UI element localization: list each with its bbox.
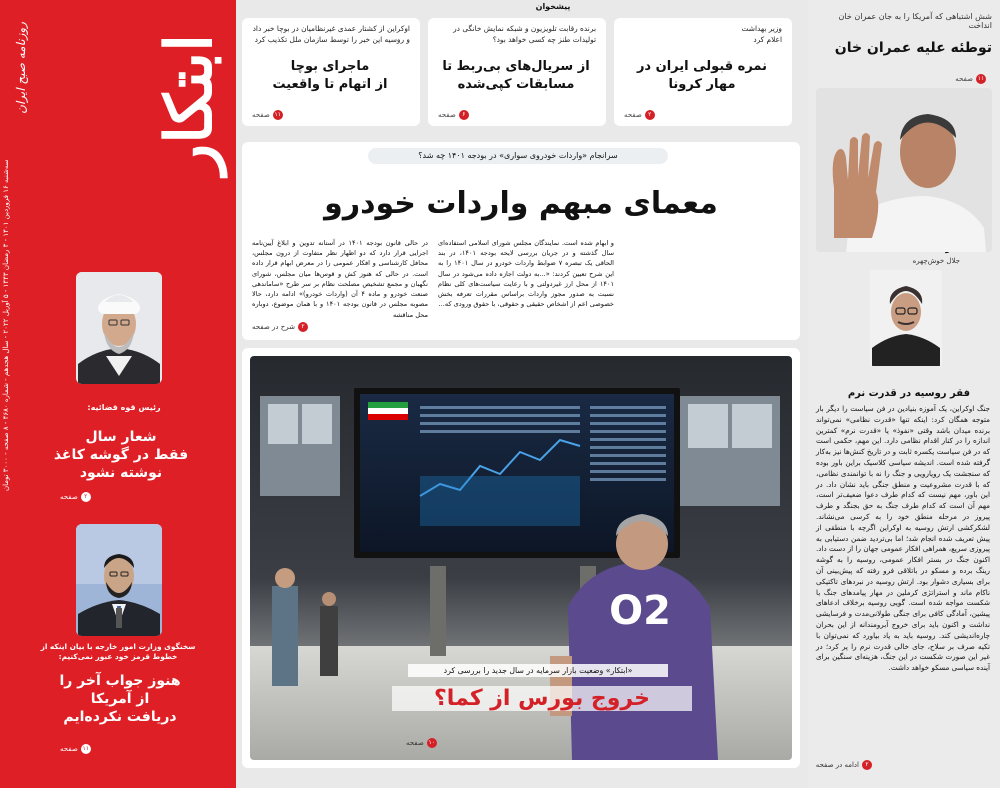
page-ref-label: ادامه در صفحه	[815, 761, 859, 769]
page-ref-label: شرح در صفحه	[252, 323, 295, 331]
page-number-badge: ۲	[298, 322, 308, 332]
page-ref-label: صفحه	[60, 493, 78, 501]
portrait-author-icon	[870, 270, 942, 366]
page-ref-label: صفحه	[406, 739, 424, 747]
imran-khan-headline[interactable]: توطئه علیه عمران خان	[834, 40, 992, 56]
page-number-badge: ۲	[81, 492, 91, 502]
lead-story[interactable]	[242, 142, 800, 340]
teaser-bucha[interactable]	[242, 18, 420, 126]
page-ref-label: صفحه	[955, 75, 973, 83]
feature-page-ref[interactable]	[406, 738, 437, 748]
page-number-badge: ۱۱	[274, 111, 281, 118]
teaser-kicker: اوکراین از کشتار عمدی غیرنظامیان در بوچا خبر داد و روسیه این خبر را توسط سازمان ملل تکذیب کرد	[252, 24, 410, 44]
page-ref-us-response[interactable]	[60, 744, 91, 754]
logo-tagline: روزنامه صبح ایران	[14, 22, 28, 114]
lead-story-headline[interactable]: معمای مبهم واردات خودرو	[324, 186, 718, 221]
teaser-corona[interactable]	[614, 18, 792, 126]
teaser-headline: نمره قبولی ایران در مهار کرونا	[636, 59, 768, 92]
feature-headline[interactable]: خروج بورس از کما؟	[392, 686, 692, 711]
feature-kicker: «ابتکار» وضعیت بازار سرمایه در سال جدید را بررسی کرد	[408, 664, 668, 677]
teaser-headline: از سریال‌های بی‌ربط تا مسابقات کپی‌شده	[442, 59, 590, 92]
photo-ministry-spokesman[interactable]	[76, 524, 162, 636]
logo-wordmark: ابتکار	[152, 34, 227, 175]
teaser-headline: ماجرای بوچا از اتهام تا واقعیت	[272, 59, 388, 92]
editorial-continue-ref[interactable]	[816, 760, 872, 770]
page-number-badge: ۲	[645, 110, 655, 120]
lead-story-page-ref[interactable]	[252, 322, 308, 332]
headline-slogan[interactable]: شعار سال فقط در گوشه کاغذ نوشته نشود	[53, 429, 189, 482]
portrait-judiciary-icon	[76, 272, 162, 384]
portrait-spokesman-icon	[76, 524, 162, 636]
page-ref-label: صفحه	[60, 745, 78, 753]
teaser-tv-series[interactable]	[428, 18, 606, 126]
masthead	[0, 0, 236, 788]
teaser-page-ref[interactable]	[624, 110, 655, 120]
page-ref-slogan[interactable]	[60, 492, 91, 502]
editorial-body: جنگ اوکراین، یک آموزه بنیادین در فن سیاست را دیگر بار متوجه همگان کرد: اینکه تنها «قدرت نظامی» نمی‌تواند برنده میدان باشد وقتی «نفوذ» یا «قدرت نرم» کمترین اندازه را در کنار اقدام نظامی دارد. این مهم، حکمی است که در فن سیاست یکسره ثابت و در تاریخ کنش‌ها نیز به‌کار گرفته شده است. اندیشه سیاسی کلاسیک براین باور بوده که سنجشت یک رویارویی و جنگ را نه با توانمندی نظامی، که با قدرت مشروعیت و منطق جنگی باید نشان داد. در این باور، مهم نیست که کدام طرف دعوا ضعیف‌تر است، مهم آن است که کدام طرف جنگ به حق بجنگد و طرف پیروز در مرحله منطق خود را به کرسی می‌نشاند. لشکرکشی ارتش روسیه به اوکراین اگرچه با منطقی از پیش تعریف شده انجام شد؛ اما بی‌تردید ضمن دستیابی به پیروزی سریع، همراهی افکار عمومی جهان را از دست داد. اکنون جنگ در بستر افکار عمومی، روسیه را به گوشه رینگ برده و مسکو در باتلاقی فرو رفته که پیش‌بینی آن برای بسیاری دشوار بود. ارتش روسیه در نبردهای تاکتیکی ناکام ماند و استراتژی کرملین در مهار پیامدهای جنگ با شکست مواجه شده است. گویی روسیه برخلاف ادعاهای پیشین، آمادگی کافی برای جنگی طولانی‌مدت و فرسایشی نداشت و اکنون باید برای خروج آبرومندانه از این بحران چاره‌اندیشی کند. روسیه باید به یاد بیاورد که نمی‌توان با تکیه صرف بر سلاح، جای خالی قدرت نرم را پر کرد؛ در غیر این صورت شکست در این جنگ، هزینه‌ای سنگین برای آینده سیاسی مسکو خواهد داشت.	[816, 404, 990, 673]
page-number-badge: ۱۱	[977, 75, 985, 82]
lead-story-body	[252, 238, 790, 320]
caption-ministry-spokesman: سخنگوی وزارت امور خارجه با بیان اینکه از خطوط قرمز خود عبور نمی‌کنیم:	[40, 642, 196, 661]
editorial-heading[interactable]: فقر روسیه در قدرت نرم	[847, 388, 970, 399]
photo-judiciary-chief[interactable]	[76, 272, 162, 384]
section-label-suggestions: پیشخوان	[518, 2, 588, 16]
teaser-page-ref[interactable]	[438, 110, 469, 120]
photo-feature-stock-market[interactable]	[242, 348, 800, 768]
teaser-page-ref[interactable]	[252, 110, 283, 120]
newspaper-logo[interactable]	[10, 4, 230, 254]
page-ref-label: صفحه	[624, 111, 642, 119]
photo-editorial-author[interactable]	[870, 270, 942, 366]
shirt-logo: O2	[609, 588, 671, 634]
editorial-author: جلال خوش‌چهره	[912, 257, 960, 265]
lead-story-kicker: سرانجام «واردات خودروی سواری» در بودجه ۱۴۰۱ چه شد؟	[368, 148, 668, 164]
imran-khan-page-ref[interactable]	[955, 74, 986, 84]
imran-khan-kicker: شش اشتباهی که آمریکا را به جان عمران خان انداخت	[838, 12, 992, 30]
page-ref-label: صفحه	[252, 111, 270, 119]
caption-judiciary-chief: رئیس قوه قضائیه:	[87, 403, 161, 412]
portrait-imran-khan-icon	[816, 88, 992, 252]
lead-story-column: در حالی قانون بودجه ۱۴۰۱ در آستانه تدوین و ابلاغ آیین‌نامه اجرایی قرار دارد که دو اظهار نظر متفاوت از درون مجلس، محافل کارشناسی و افکار عمومی را در معرض ابهام قرار داده است. در حالی که هنوز کش و قوس‌ها میان مجلس، شورای نگهبان و مجمع تشخیص مصلحت نظام بر سر طرح «ساماندهی صنعت خودرو و ماده ۴ آن (واردات خودرو)» ادامه دارد، حالا مصوبه مجلس در قانون بودجه ۱۴۰۱ و با همان موضوع، دوباره محل مناقشه	[252, 239, 429, 319]
page-ref-label: صفحه	[438, 111, 456, 119]
dateline: سه‌شنبه ۱۶ فروردین ۱۴۰۱ - ۳ رمضان ۱۴۴۳ - ۵ آوریل ۲۰۲۲ - سال هجدهم - شماره ۴۶۸۰ - ۸ صفحه - ۳۰۰۰ تومان	[2, 160, 10, 492]
lead-story-column: و ابهام شده است. نمایندگان مجلس شورای اسلامی استفاده‌ای سال گذشته و در جریان بررسی لایحه بودجه ۱۴۰۱، در بند الحاقی یک تبصره ۷ ضوابط واردات خودرو در سال ۱۴۰۱ را به این شرح تعیین کردند: «...به دولت اجازه داده می‌شود در سال ۱۴۰۱ از محل ارز غیردولتی و با رعایت سیاست‌های کلی نظام نسبت به صدور مجوز واردات براساس مقررات تعرفه بخش خصوصی اعم از اشخاص حقیقی و حقوقی، با حقوق ورودی که...	[438, 239, 614, 309]
page-number-badge: ۲	[862, 760, 872, 770]
page-number-badge: ۶	[459, 110, 469, 120]
teaser-kicker: برنده رقابت تلویزیون و شبکه نمایش خانگی در تولیدات طنز چه کسی خواهد بود؟	[453, 24, 596, 44]
teaser-kicker: وزیر بهداشت اعلام کرد	[741, 24, 782, 44]
page-number-badge: ۱۰	[428, 739, 435, 746]
photo-imran-khan[interactable]	[816, 88, 992, 252]
page-number-badge: ۱۱	[82, 745, 89, 752]
headline-us-response[interactable]: هنوز جواب آخر را از آمریکا دریافت نکرده‌ایم	[59, 673, 181, 726]
